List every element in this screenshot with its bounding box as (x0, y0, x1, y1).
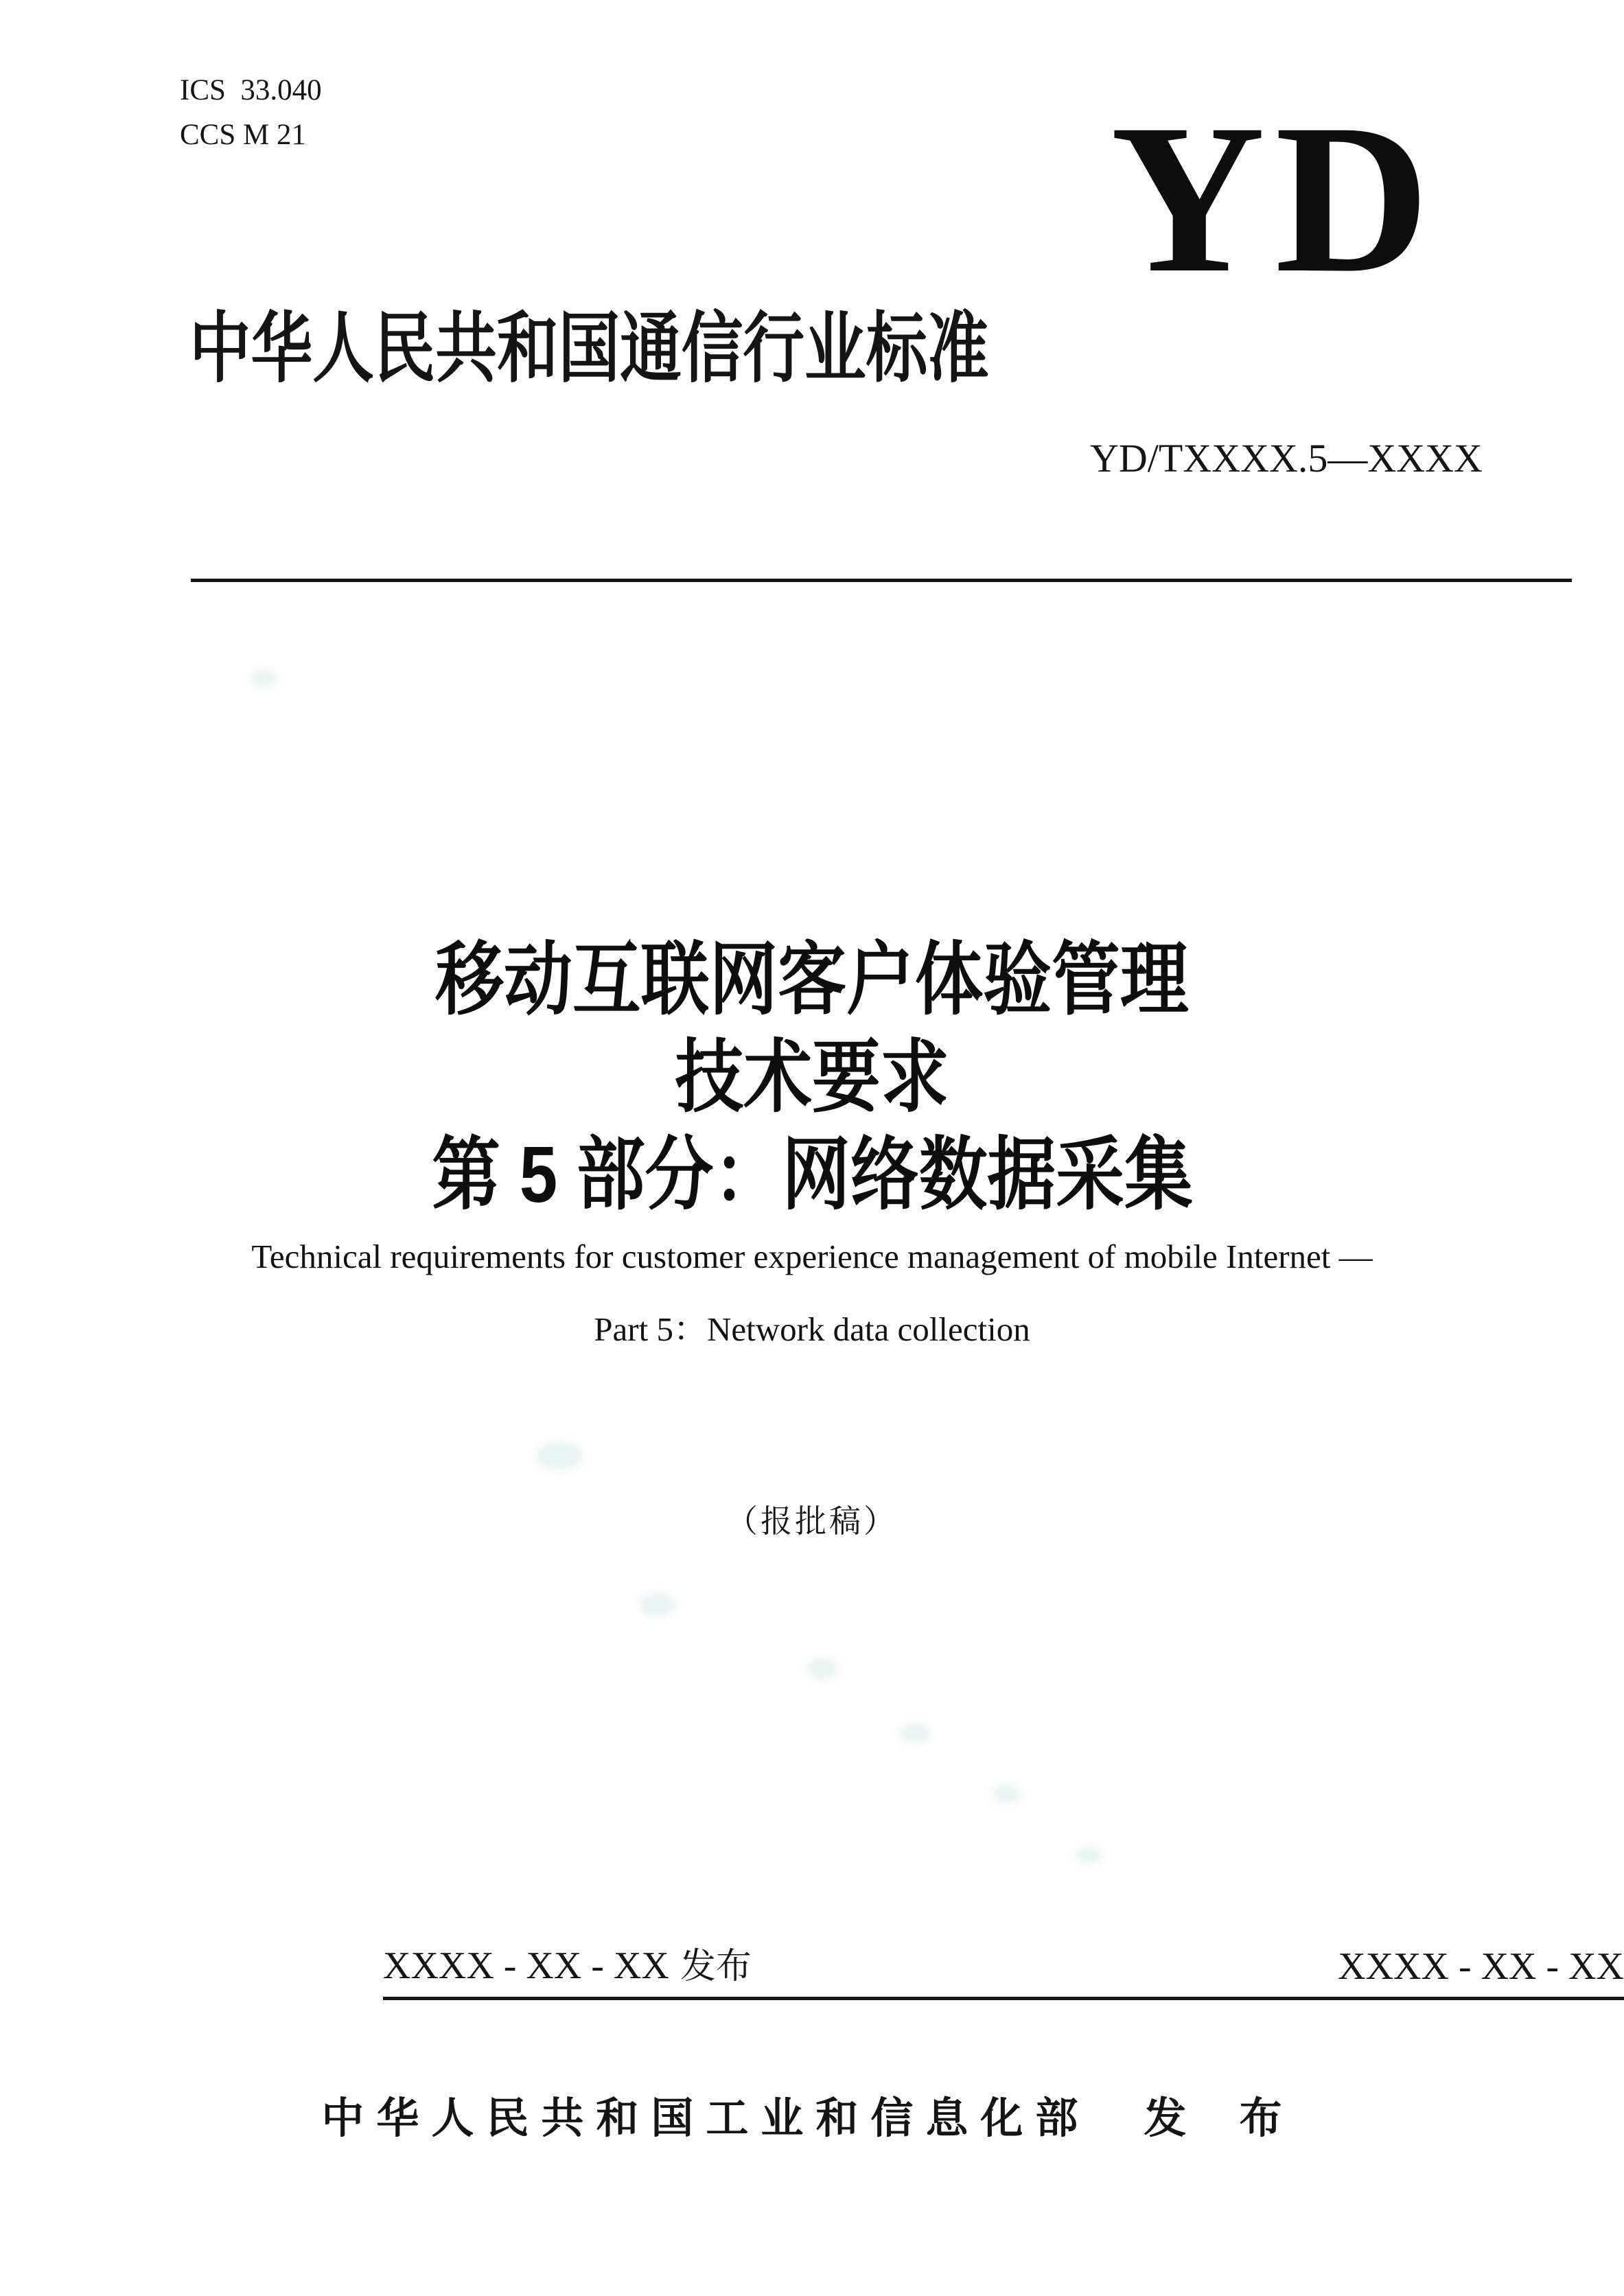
title-english (0, 1220, 1624, 1366)
ics-code: ICS 33.040 (180, 74, 322, 106)
scan-artifact (807, 1658, 838, 1680)
scan-artifact (251, 669, 278, 687)
implement-date: XXXX - XX - XX (1338, 1945, 1624, 1988)
release-label: 发布 (680, 1947, 752, 1986)
scan-artifact (638, 1592, 676, 1617)
title-chinese (0, 931, 1624, 1223)
standard-class-heading (189, 305, 1189, 391)
release-date-group (383, 1937, 752, 1988)
publisher-name: 中华人民共和国工业和信息化部 (321, 2095, 1091, 2142)
standard-class-text: 中华人民共和国通信行业标准 (189, 305, 989, 391)
date-row (383, 1937, 1624, 2000)
title-cn-line1: 移动互联网客户体验管理 (435, 935, 1189, 1024)
draft-status-note: （报批稿） (726, 1504, 898, 1539)
scan-artifact (899, 1723, 932, 1743)
scan-artifact (992, 1785, 1022, 1804)
ccs-code: CCS M 21 (180, 119, 307, 151)
yd-standard-logo: YD (1111, 80, 1439, 317)
title-cn-line3: 第 5 部分：网络数据采集 (431, 1130, 1193, 1219)
scan-artifact (1074, 1846, 1103, 1864)
release-date: XXXX - XX - XX (383, 1945, 669, 1987)
header-divider-rule (191, 579, 1572, 582)
scan-artifact (535, 1441, 583, 1470)
title-cn-line2: 技术要求 (675, 1032, 949, 1122)
publisher-action-label: 发 布 (1144, 2095, 1303, 2142)
publisher-row (0, 2084, 1624, 2145)
standard-number: YD/TXXXX.5—XXXX (1090, 436, 1483, 480)
title-en-line2: Part 5：Network data collection (594, 1310, 1030, 1348)
title-en-line1: Technical requirements for customer experience management of mobile Internet — (251, 1238, 1373, 1275)
